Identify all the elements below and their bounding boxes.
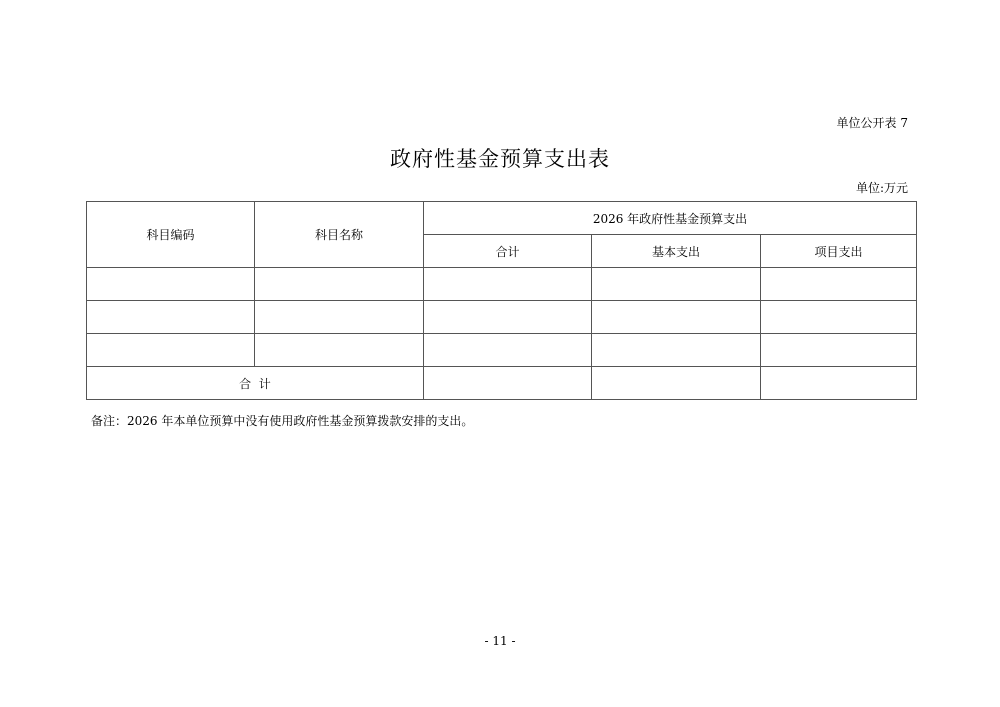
table-cell: [87, 334, 255, 367]
unit-label: 单位:万元: [855, 181, 908, 195]
header-subject-code: 科目编码: [87, 202, 255, 268]
table-cell: [255, 268, 424, 301]
table-cell: [424, 268, 592, 301]
table-row: [87, 268, 917, 301]
table-cell: [255, 334, 424, 367]
table-cell: [761, 301, 917, 334]
table-cell: [255, 301, 424, 334]
header-row-1: [87, 202, 917, 235]
table-cell: [592, 334, 761, 367]
table-cell: [592, 268, 761, 301]
header-group: 2026 年政府性基金预算支出: [424, 202, 917, 235]
form-number: 单位公开表 7: [836, 116, 908, 130]
table-cell: [424, 334, 592, 367]
table-cell: [761, 268, 917, 301]
table-cell: [87, 301, 255, 334]
total-label: 合 计: [87, 367, 424, 400]
table-row: [87, 334, 917, 367]
table-row: [87, 301, 917, 334]
header-total: 合计: [424, 235, 592, 268]
header-project: 项目支出: [761, 235, 917, 268]
table-cell: [87, 268, 255, 301]
table-cell: [761, 334, 917, 367]
table-cell: [592, 301, 761, 334]
page-title: 政府性基金预算支出表: [390, 147, 610, 171]
total-project-cell: [761, 367, 917, 400]
header-subject-name: 科目名称: [255, 202, 424, 268]
total-total-cell: [424, 367, 592, 400]
total-row: [87, 367, 917, 400]
footnote: 备注：2026 年本单位预算中没有使用政府性基金预算拨款安排的支出。: [91, 414, 474, 428]
page-number: - 11 -: [484, 634, 516, 648]
table-cell: [424, 301, 592, 334]
total-basic-cell: [592, 367, 761, 400]
budget-table: [86, 201, 917, 400]
header-basic: 基本支出: [592, 235, 761, 268]
